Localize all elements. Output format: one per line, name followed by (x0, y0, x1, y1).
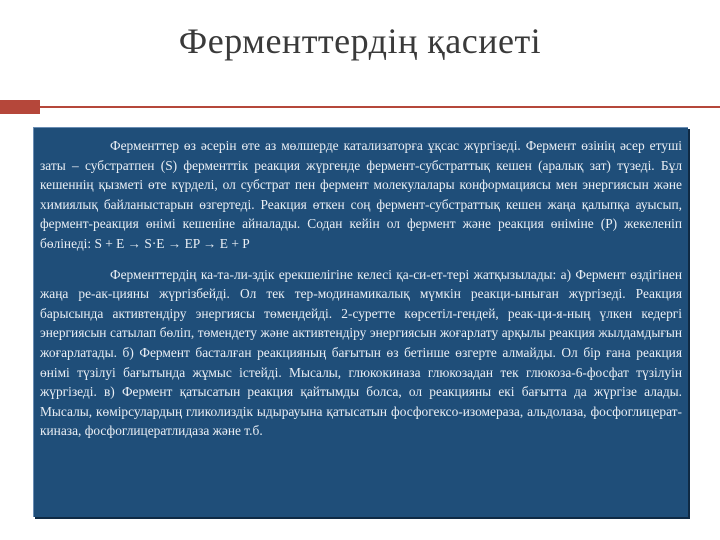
accent-block (0, 100, 40, 114)
paragraph-catalysis: Ферменттер өз әсерін өте аз мөлшерде катализаторға ұқсас жүргізеді. Фермент өзінің әсер етуші заты – субстратпен (S) ферменттік реакция жүргенде фермент-субстраттық кешен (аралық зат) түзеді. Бұл кешеннің қызметі өте күрделі, ол субстрат пен фермент молекулалары конформациясы мен энергиясын және химиялық байланыстарын өзгертеді. Реакция өткен соң фермент-субстраттық кешен жаңа қалыпқа ауысып, фермент-реакция өнімі кешеніне айналады. Содан кейін ол фермент және реакция өніміне (Р) жекеленіп бөлінеді: S + E → S·E → EP → E + P (40, 138, 682, 251)
accent-divider (40, 106, 720, 108)
content-box (33, 127, 688, 517)
slide-title: Ферменттердің қасиеті (178, 21, 542, 61)
paragraph-spacer (40, 254, 682, 265)
paragraph-specificity: Ферменттердің ка-та-ли-здік ерекшелігіне келесі қа-си-ет-тері жатқызылады: а) Фермент өздігінен жаңа ре-ак-цияны жүргізбейді. Ол тек тер-модинамикалық мүмкін реакци-ыныған жүргізеді. Реакция барысында активтендіру энергиясы төмендейді. 2-суретте көрсетіл-гендей, реак-ци-я-ның үлкен кедергі энергиясын сатылап бөліп, төмендету және активтендіру энергиясын жоғарлату арқылы реакция жылдамдығын жоғарлатады. б) Фермент басталған реакцияның бағытын өз бетінше өзгерте алмайды. Ол бір ғана реакция өнімі түзілуі бағытында жұмыс істейді. Мысалы, глюкокиназа глюкозадан тек глюкоза-6-фосфат түзілуін жүргізеді. в) Фермент қатысатын реакция қайтымды болса, ол реакцияны екі бағытта да жүргізе алады. Мысалы, көмірсулардың гликолиздік ыдырауына қатысатын фосфогексо-изомераза, альдолаза, фосфоглицерат-киназа, фосфоглицератлидаза және т.б. (40, 266, 682, 439)
